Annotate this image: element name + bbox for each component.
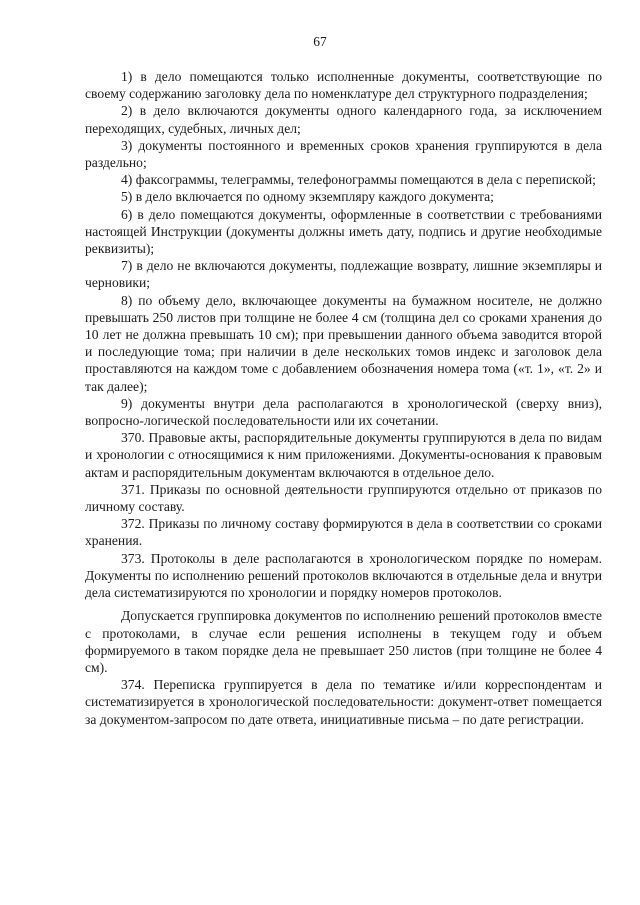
paragraph: 373. Протоколы в деле располагаются в хронологическом порядке по номерам. Документы по исполнению решений протоколов включаются в отдельные дела и внутри дела систематизируются по хронологии и порядку номеров протоколов. (85, 550, 602, 601)
paragraph: 371. Приказы по основной деятельности группируются отдельно от приказов по личному составу. (85, 481, 602, 515)
document-body (85, 68, 602, 728)
paragraph: 4) факсограммы, телеграммы, телефонограммы помещаются в дела с перепиской; (121, 172, 596, 188)
paragraph: 3) документы постоянного и временных сроков хранения группируются в дела раздельно; (85, 137, 602, 171)
paragraph: Допускается группировка документов по исполнению решений протоколов вместе с протоколами, в случае если решения исполнены в текущем году и объем формируемого в таком порядке дела не превышает 250 листов (при толщине не более 4 см). (85, 608, 602, 675)
paragraph: 9) документы внутри дела располагаются в хронологической (сверху вниз), вопросно-логической последовательности или их сочетании. (85, 395, 602, 429)
paragraph: 7) в дело не включаются документы, подлежащие возврату, лишние экземпляры и черновики; (85, 258, 602, 291)
paragraph: 8) по объему дело, включающее документы на бумажном носителе, не должно превышать 250 листов при толщине не более 4 см (толщина дел со сроками хранения до 10 лет не должна превышать 10 см); при превышении данного объема заводится второй и последующие тома; при наличии в деле нескольких томов индекс и заголовок дела проставляются на каждом томе с добавлением обозначения номера тома («т. 1», «т. 2» и так далее); (85, 292, 602, 394)
paragraph: 1) в дело помещаются только исполненные документы, соответствующие по своему содержанию заголовку дела по номенклатуре дел структурного подразделения; (85, 69, 602, 102)
paragraph: 2) в дело включаются документы одного календарного года, за исключением переходящих, судебных, личных дел; (85, 103, 602, 136)
paragraph: 6) в дело помещаются документы, оформленные в соответствии с требованиями настоящей Инструкции (документы должны иметь дату, подпись и другие необходимые реквизиты); (85, 206, 602, 257)
paragraph: 372. Приказы по личному составу формируются в дела в соответствии со сроками хранения. (85, 516, 602, 549)
paragraph: 374. Переписка группируется в дела по тематике и/или корреспондентам и систематизируется в хронологической последовательности: документ-ответ помещается за документом-запросом по дате ответа, инициативные письма – по дате регистрации. (85, 677, 602, 727)
paragraph: 370. Правовые акты, распорядительные документы группируются в дела по видам и хронологии с относящимися к ним приложениями. Документы-основания к правовым актам и распорядительным документам включаются в отдельное дело. (85, 430, 602, 480)
page-number: 67 (313, 34, 327, 49)
paragraph: 5) в дело включается по одному экземпляру каждого документа; (121, 189, 494, 205)
